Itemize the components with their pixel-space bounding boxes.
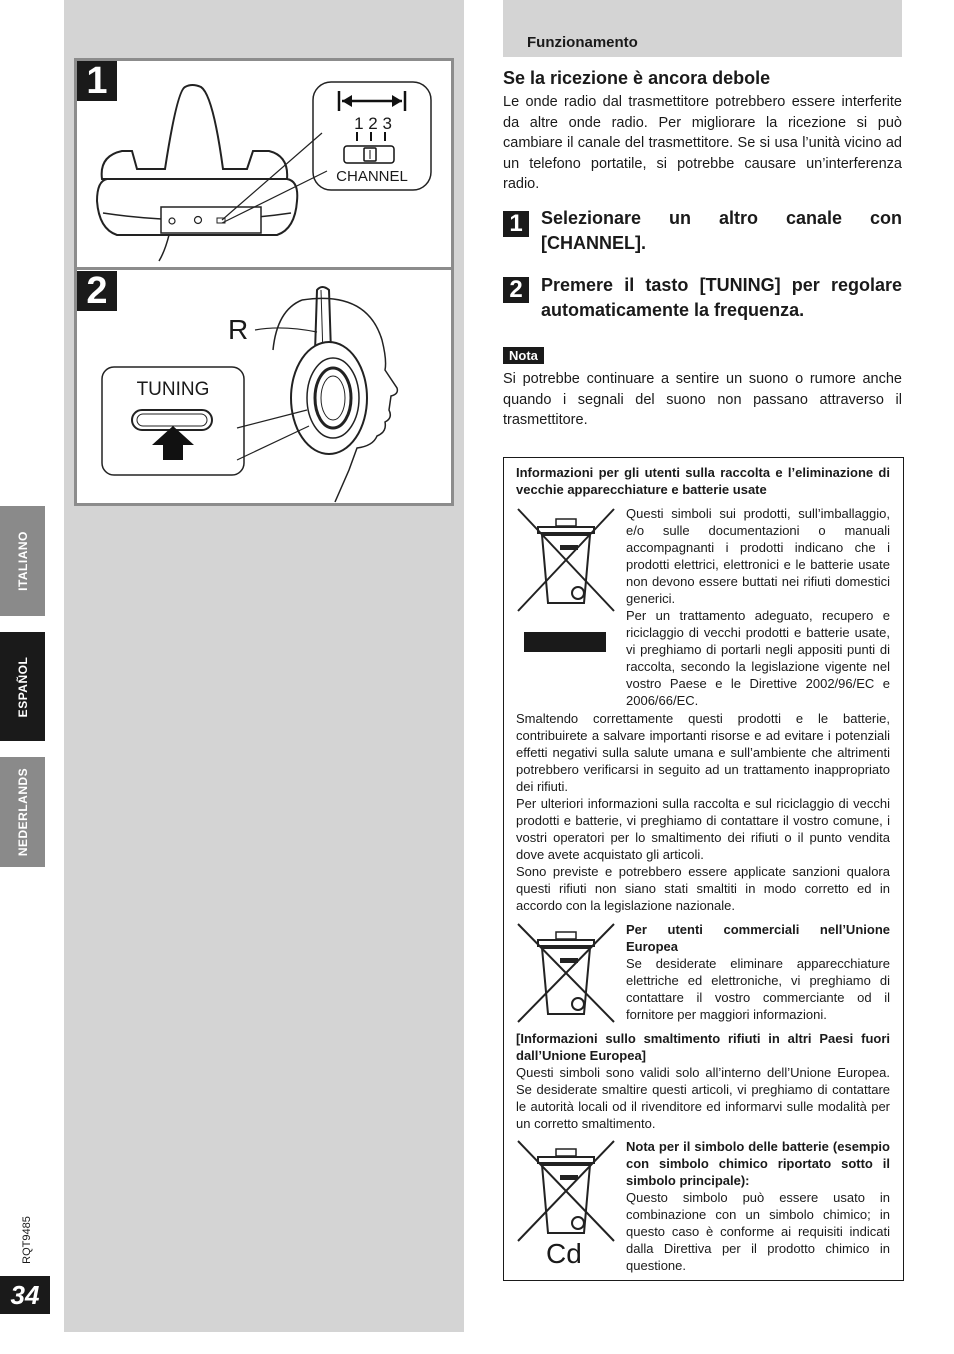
document-code: RQT9485 — [21, 1216, 33, 1264]
transmitter-illustration — [77, 61, 451, 267]
section-header — [503, 0, 902, 57]
business-bin-icon — [514, 920, 618, 1026]
chemical-symbol: Cd — [546, 1238, 582, 1269]
step-1-text: Selezionare un altro canale con [CHANNEL]. — [541, 208, 902, 253]
figure-1-badge: 1 — [77, 61, 117, 101]
figure-2-badge: 2 — [77, 271, 117, 311]
channel-scale: 1 2 3 — [354, 114, 392, 133]
section-heading: Se la ricezione è ancora debole — [503, 68, 771, 88]
step-1-badge: 1 — [503, 211, 529, 237]
weee-bin-icon — [514, 505, 618, 655]
business-text: Se desiderate eliminare apparecchiature elettriche ed elettroniche, vi preghiamo di contattare il vostro commerciante od il fornitore per maggiori informazioni. — [626, 956, 890, 1022]
other-countries-text: Questi simboli sono validi solo all’interno dell’Unione Europea. Se desiderate smaltire questi articoli, vi preghiamo di contattare le autorità locali od il rivenditore ed informarvi sulle modalità per un corretto smaltimento. — [516, 1065, 890, 1131]
channel-label: CHANNEL — [336, 168, 408, 185]
disposal-paragraph-1: Questi simboli sui prodotti, sull’imballaggio, e/o sulle documentazioni o manuali accompagnanti i prodotti indicano che i prodotti elettrici, elettronici e le batterie usate non devono essere buttati nei rifiuti domestici generici. — [626, 506, 890, 606]
intro-paragraph: Le onde radio dal trasmettitore potrebbero essere interferite da altre onde radio. Per migliorare la ricezione si può cambiare il canale del trasmettitore. Se si usa l’unità vicino ad un telefono portatile, si potrebbe causare un’interferenza radio. — [503, 94, 902, 192]
disposal-paragraph-2: Per un trattamento adeguato, recupero e riciclaggio di vecchi prodotti e batterie usate, vi preghiamo di portarli negli appositi punti di raccolta, secondo la legislazione vigente nel vostro Paese e le Direttive 2002/96/EC e 2006/66/EC. — [626, 608, 890, 708]
note-label: Nota — [503, 347, 544, 364]
battery-note-text: Questo simbolo può essere usato in combinazione con un simbolo chimico; in questo caso è conforme ai requisiti indicati dalla Direttiva per il prodotto chimico in questione. — [626, 1190, 890, 1273]
note-text: Si potrebbe continuare a sentire un suono o rumore anche quando i segnali del suono non passano attraverso il trasmettitore. — [503, 371, 902, 428]
tab-italiano[interactable]: ITALIANO — [0, 506, 45, 616]
other-countries-title: [Informazioni sullo smaltimento rifiuti in altri Paesi fuori dall’Unione Europea] — [516, 1031, 890, 1063]
step-2-badge: 2 — [503, 277, 529, 303]
disposal-paragraph-5: Sono previste e potrebbero essere applicate sanzioni qualora questi rifiuti non siano stati smaltiti in modo corretto ed in accordo con la legislazione nazionale. — [516, 864, 890, 913]
disposal-paragraph-4: Per ulteriori informazioni sulla raccolta e sul riciclaggio di vecchi prodotti e batterie, vi preghiamo di contattare il vostro comune, i vostri operatori per lo smaltimento dei rifiuti o il punto vendita dove avete acquistato gli articoli. — [516, 796, 890, 862]
step-2-text: Premere il tasto [TUNING] per regolare automaticamente la frequenza. — [541, 275, 902, 320]
disposal-title: Informazioni per gli utenti sulla raccolta e l’eliminazione di vecchie apparecchiature e batterie usate — [516, 465, 890, 497]
disposal-paragraph-3: Smaltendo correttamente questi prodotti e le batterie, contribuirete a salvare importanti risorse e ad evitare i potenziali effetti negativi sulla salute umana e sull’ambiente che altrimenti potrebbero verificarsi in seguito ad un trattamento inappropriato dei rifiuti. — [516, 711, 890, 794]
section-title: Funzionamento — [527, 34, 638, 51]
tuning-label: TUNING — [136, 379, 210, 400]
tab-espanol[interactable]: ESPAÑOL — [0, 632, 45, 741]
page-number: 34 — [0, 1276, 50, 1314]
battery-note-title: Nota per il simbolo delle batterie (esempio con simbolo chimico riportato sotto il simbolo principale): — [626, 1139, 890, 1188]
tab-nederlands[interactable]: NEDERLANDS — [0, 757, 45, 867]
right-side-label: R — [228, 314, 249, 345]
business-title: Per utenti commerciali nell’Unione Europea — [626, 922, 890, 954]
battery-bin-icon — [514, 1137, 618, 1247]
